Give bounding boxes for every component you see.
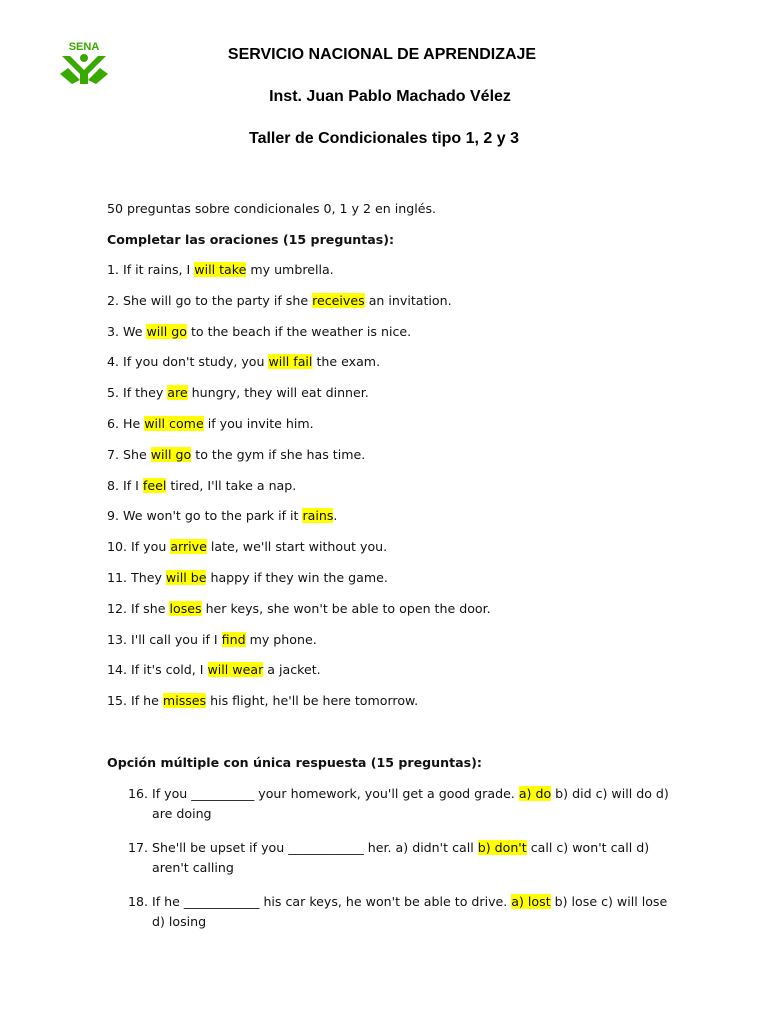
section1-title: Completar las oraciones (15 preguntas): <box>107 232 395 247</box>
mc-question-text <box>152 838 674 878</box>
highlighted-answer: rains <box>302 508 334 524</box>
highlighted-answer: a) lost <box>511 894 551 909</box>
question-item <box>107 292 678 323</box>
question-text: 6. He <box>107 415 145 431</box>
question-item <box>107 631 678 662</box>
question-text: b) lose c) will lose d) losing <box>152 894 668 929</box>
highlighted-answer: will fail <box>268 354 313 370</box>
question-text: an invitation. <box>364 292 452 308</box>
question-item <box>107 261 678 292</box>
highlighted-answer: will wear <box>207 662 264 678</box>
highlighted-answer: feel <box>142 477 167 493</box>
mc-question-item <box>128 784 674 824</box>
section2-title: Opción múltiple con única respuesta (15 preguntas): <box>107 755 482 770</box>
highlighted-answer: receives <box>312 292 365 308</box>
question-text: 3. We <box>107 323 147 339</box>
fill-in-list <box>107 261 678 723</box>
question-text: . <box>333 508 338 524</box>
question-text: 12. If she <box>107 600 170 616</box>
question-text: to the beach if the weather is nice. <box>186 323 412 339</box>
highlighted-answer: b) don't <box>477 840 527 855</box>
question-text: the exam. <box>312 354 381 370</box>
question-item <box>107 384 678 415</box>
institution-name: SERVICIO NACIONAL DE APRENDIZAJE <box>227 46 537 63</box>
mc-question-text <box>152 784 674 824</box>
highlighted-answer: will go <box>150 446 192 462</box>
question-text: call c) won't call d) aren't calling <box>152 840 650 875</box>
highlighted-answer: find <box>221 631 246 647</box>
question-text: 11. They <box>107 569 166 585</box>
question-item <box>107 692 678 723</box>
highlighted-answer: will go <box>146 323 187 339</box>
question-text: to the gym if she has time. <box>191 446 366 462</box>
question-text: If you __________ your homework, you'll get a good grade. <box>152 786 519 801</box>
question-item <box>107 569 678 600</box>
mc-question-text <box>152 892 674 932</box>
question-text: if you invite him. <box>203 415 314 431</box>
question-text: tired, I'll take a nap. <box>166 477 297 493</box>
question-text: 10. If you <box>107 539 171 555</box>
question-item <box>107 661 678 692</box>
highlighted-answer: will come <box>144 415 204 431</box>
highlighted-answer: a) do <box>518 786 552 801</box>
question-text: 9. We won't go to the park if it <box>107 508 303 524</box>
highlighted-answer: will be <box>165 569 207 585</box>
question-item <box>107 600 678 631</box>
question-number: 17. <box>128 840 149 855</box>
question-item <box>107 323 678 354</box>
question-item <box>107 446 678 477</box>
intro-text: 50 preguntas sobre condicionales 0, 1 y 2 en inglés. <box>107 201 437 216</box>
question-text: b) did c) will do d) are doing <box>152 786 669 821</box>
question-text: a jacket. <box>263 662 321 678</box>
mc-question-item <box>128 838 674 878</box>
question-text: his flight, he'll be here tomorrow. <box>206 693 419 709</box>
question-text: 7. She <box>107 446 151 462</box>
question-text: her keys, she won't be able to open the door. <box>201 600 491 616</box>
logo-text: SENA <box>68 41 100 53</box>
highlighted-answer: are <box>167 385 188 401</box>
question-text: 1. If it rains, I <box>107 262 195 277</box>
question-text: 15. If he <box>107 693 163 709</box>
question-item <box>107 353 678 384</box>
question-text: 4. If you don't study, you <box>107 354 269 370</box>
question-text: 13. I'll call you if I <box>107 631 222 647</box>
question-text: my umbrella. <box>246 262 334 277</box>
question-text: 14. If it's cold, I <box>107 662 208 678</box>
question-text: 8. If I <box>107 477 143 493</box>
highlighted-answer: loses <box>169 600 202 616</box>
school-name: Inst. Juan Pablo Machado Vélez <box>269 88 511 105</box>
highlighted-answer: misses <box>162 693 207 709</box>
question-text: 2. She will go to the party if she <box>107 292 313 308</box>
question-item <box>107 538 678 569</box>
question-text: my phone. <box>245 631 317 647</box>
document-title: Taller de Condicionales tipo 1, 2 y 3 <box>249 130 519 147</box>
mc-question-item <box>128 892 674 932</box>
highlighted-answer: will take <box>194 262 247 277</box>
question-text: hungry, they will eat dinner. <box>187 385 369 401</box>
highlighted-answer: arrive <box>170 539 207 555</box>
question-text: happy if they win the game. <box>206 569 388 585</box>
question-text: late, we'll start without you. <box>206 539 388 555</box>
question-item <box>107 477 678 508</box>
question-text: 5. If they <box>107 385 168 401</box>
question-item <box>107 415 678 446</box>
question-text: She'll be upset if you ____________ her. a) didn't call <box>152 840 478 855</box>
question-text: If he ____________ his car keys, he won't be able to drive. <box>152 894 512 909</box>
question-number: 18. <box>128 894 149 909</box>
question-item <box>107 507 678 538</box>
question-number: 16. <box>128 786 149 801</box>
multiple-choice-list <box>128 784 674 946</box>
